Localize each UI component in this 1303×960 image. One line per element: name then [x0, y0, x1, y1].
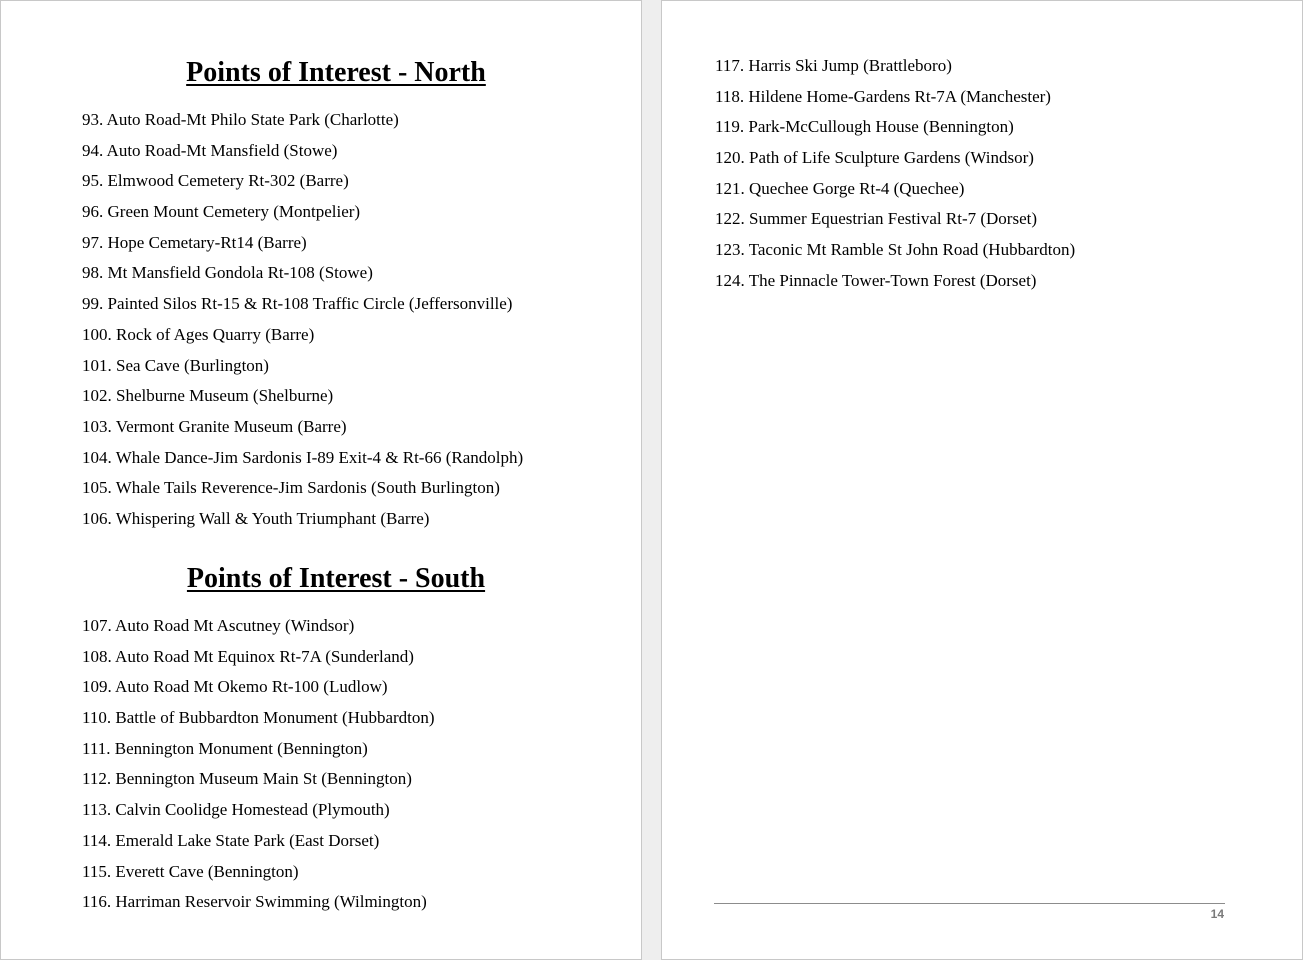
list-item: 96. Green Mount Cemetery (Montpelier): [82, 202, 361, 222]
list-item: 105. Whale Tails Reverence-Jim Sardonis (South Burlington): [82, 478, 500, 498]
list-item: 116. Harriman Reservoir Swimming (Wilmington): [82, 892, 427, 912]
right-page: [661, 0, 1303, 960]
list-item: 100. Rock of Ages Quarry (Barre): [82, 324, 315, 344]
list-item: 110. Battle of Bubbardton Monument (Hubbardton): [82, 708, 435, 728]
list-item: 107. Auto Road Mt Ascutney (Windsor): [82, 616, 355, 635]
list-item: 98. Mt Mansfield Gondola Rt-108 (Stowe): [82, 263, 373, 283]
list-item: 109. Auto Road Mt Okemo Rt-100 (Ludlow): [82, 677, 388, 697]
list-item: 102. Shelburne Museum (Shelburne): [82, 386, 334, 406]
list-item: 95. Elmwood Cemetery Rt-302 (Barre): [82, 171, 349, 191]
south-poi-list-continued: [715, 56, 1075, 302]
list-item: 114. Emerald Lake State Park (East Dorset): [82, 830, 380, 850]
south-poi-list: [82, 616, 435, 923]
list-item: 117. Harris Ski Jump (Brattleboro): [715, 56, 952, 75]
list-item: 99. Painted Silos Rt-15 & Rt-108 Traffic Circle (Jeffersonville): [82, 294, 513, 314]
list-item: 111. Bennington Monument (Bennington): [82, 738, 368, 758]
left-page: [0, 0, 642, 960]
list-item: 103. Vermont Granite Museum (Barre): [82, 416, 347, 436]
north-section-title: Points of Interest - North: [186, 57, 486, 88]
list-item: 94. Auto Road-Mt Mansfield (Stowe): [82, 140, 338, 160]
list-item: 112. Bennington Museum Main St (Bennington): [82, 769, 412, 789]
list-item: 119. Park-McCullough House (Bennington): [715, 117, 1014, 137]
north-poi-list: [82, 110, 523, 540]
list-item: 93. Auto Road-Mt Philo State Park (Charlotte): [82, 110, 399, 129]
list-item: 104. Whale Dance-Jim Sardonis I-89 Exit-4 & Rt-66 (Randolph): [82, 447, 524, 467]
list-item: 118. Hildene Home-Gardens Rt-7A (Manchester): [715, 86, 1051, 106]
list-item: 124. The Pinnacle Tower-Town Forest (Dorset): [715, 270, 1037, 290]
list-item: 97. Hope Cemetary-Rt14 (Barre): [82, 232, 307, 252]
page-number: 14: [1210, 907, 1224, 921]
list-item: 122. Summer Equestrian Festival Rt-7 (Dorset): [715, 209, 1038, 229]
list-item: 106. Whispering Wall & Youth Triumphant (Barre): [82, 508, 430, 528]
footer-divider: [714, 903, 1225, 904]
list-item: 108. Auto Road Mt Equinox Rt-7A (Sunderland): [82, 646, 414, 666]
list-item: 120. Path of Life Sculpture Gardens (Windsor): [715, 148, 1034, 168]
south-section-title: Points of Interest - South: [186, 563, 486, 594]
list-item: 121. Quechee Gorge Rt-4 (Quechee): [715, 178, 965, 198]
list-item: 101. Sea Cave (Burlington): [82, 355, 269, 375]
list-item: 115. Everett Cave (Bennington): [82, 861, 299, 881]
list-item: 113. Calvin Coolidge Homestead (Plymouth): [82, 800, 390, 820]
list-item: 123. Taconic Mt Ramble St John Road (Hubbardton): [715, 240, 1076, 260]
